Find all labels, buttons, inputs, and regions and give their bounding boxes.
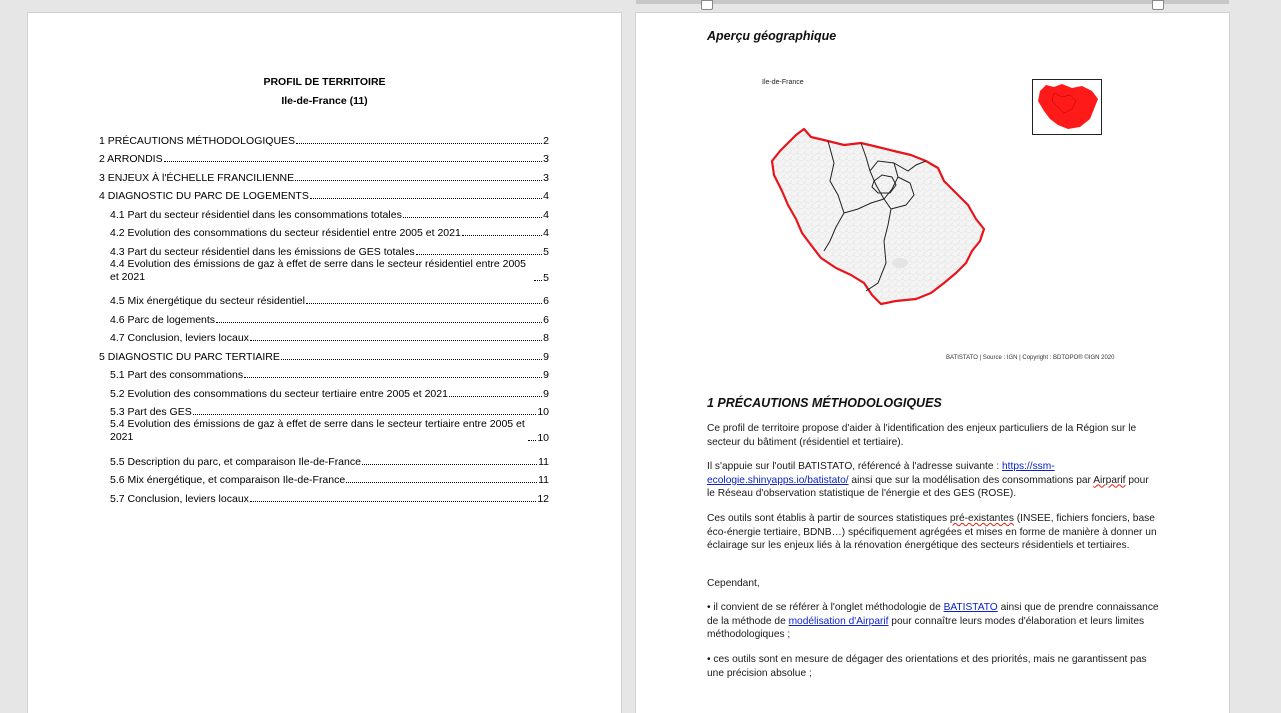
toc-entry-text: 2 ARRONDIS <box>99 153 163 165</box>
toc-entry[interactable] <box>99 239 549 258</box>
toc-entry[interactable] <box>99 307 549 326</box>
toc-page-number: 2 <box>543 134 549 147</box>
toc-leader-dots <box>250 340 542 341</box>
horizontal-ruler <box>636 0 1229 4</box>
paragraph-batistato <box>707 460 1159 501</box>
toc-page-number: 3 <box>543 153 549 165</box>
toc-entry[interactable] <box>99 147 549 166</box>
toc-entry[interactable] <box>99 289 549 308</box>
toc-entry[interactable] <box>99 400 549 419</box>
batistato-url-link[interactable]: https://ssm-ecologie.shinyapps.io/batistato/ <box>707 461 1055 486</box>
toc-entry-text: 5.4 Evolution des émissions de gaz à effet de serre dans le secteur tertiaire entre 2005 et <box>110 418 525 430</box>
paragraph-cependant: Cependant, <box>707 578 760 589</box>
toc-leader-dots <box>528 440 536 441</box>
toc-page-number: 6 <box>543 295 549 307</box>
toc-entry-text: 5 DIAGNOSTIC DU PARC TERTIAIRE <box>99 350 280 363</box>
toc-entry-text: 4 DIAGNOSTIC DU PARC DE LOGEMENTS <box>99 190 309 202</box>
toc-leader-dots <box>295 180 542 181</box>
page-title: PROFIL DE TERRITOIRE <box>263 76 386 88</box>
paragraph-sources <box>707 512 1159 553</box>
toc-leader-dots <box>362 464 537 465</box>
toc-leader-dots <box>416 254 542 255</box>
toc-entry-text: 5.7 Conclusion, leviers locaux <box>110 492 249 505</box>
toc-entry-text: 5.5 Description du parc, et comparaison Ile-de-France <box>110 455 361 468</box>
paragraph-sources-text-a: Ces outils sont établis à partir de sources statistiques <box>707 513 950 524</box>
section-title-apercu: Aperçu géographique <box>707 29 837 43</box>
batistato-link[interactable]: BATISTATO <box>943 602 998 613</box>
toc-page-number: 10 <box>537 432 549 444</box>
modelisation-airparif-link[interactable]: modélisation d'Airparif <box>788 615 889 627</box>
ruler-left-indent-marker[interactable] <box>701 0 713 10</box>
toc-leader-dots <box>346 482 537 483</box>
toc-page-number: 9 <box>543 350 549 363</box>
toc-entry-text: 4.2 Evolution des consommations du secteur résidentiel entre 2005 et 2021 <box>110 227 461 239</box>
toc-leader-dots <box>250 501 536 502</box>
toc-page-number: 8 <box>543 332 549 344</box>
toc-entry[interactable] <box>99 449 549 468</box>
paragraph-sources-text-b: (INSEE, fichiers fonciers, base éco-énergie tertiaire, BDNB…) spécifiquement agrégées et mises en forme de manière à donner un éclairage sur les enjeux liés à la rénovation énergétique des secteurs résidentiels et tertiaires. <box>707 513 1157 551</box>
toc-entry[interactable] <box>99 128 549 147</box>
toc-entry-text: 4.6 Parc de logements <box>110 313 216 326</box>
map-source-caption: BATISTATO | Source : IGN | Copyright : BDTOPO® ©IGN 2020 <box>946 355 1115 361</box>
paragraph-batistato-text-c: pour le Réseau d'observation statistique de l'énergie et des GES (ROSE). <box>707 474 1149 499</box>
map-label: Ile-de-France <box>762 79 804 86</box>
toc-entry-text: 4.3 Part du secteur résidentiel dans les émissions de GES totales <box>110 245 415 258</box>
toc-page-number: 9 <box>543 387 549 400</box>
toc-entry[interactable] <box>99 258 549 289</box>
toc-entry-text-continued: 2021 <box>110 431 134 443</box>
toc-leader-dots <box>193 414 537 415</box>
bullet-methodologie <box>707 601 1159 642</box>
table-of-contents <box>99 128 549 505</box>
toc-leader-dots <box>216 322 542 323</box>
toc-page-number: 5 <box>543 245 549 258</box>
toc-entry-text: 4.4 Evolution des émissions de gaz à effet de serre dans le secteur résidentiel entre 2005 <box>110 257 526 270</box>
toc-entry-text-continued: et 2021 <box>110 270 146 283</box>
toc-leader-dots <box>462 235 542 236</box>
france-inset-map <box>1032 79 1102 135</box>
toc-page-number: 6 <box>543 313 549 326</box>
region-outline <box>772 129 984 304</box>
toc-entry[interactable] <box>99 381 549 400</box>
toc-page-number: 10 <box>537 406 549 418</box>
toc-entry[interactable] <box>99 418 549 449</box>
toc-leader-dots <box>244 377 542 378</box>
toc-leader-dots <box>403 217 542 218</box>
toc-leader-dots <box>534 280 542 281</box>
toc-entry-text: 3 ENJEUX À l'ÉCHELLE FRANCILIENNE <box>99 171 295 184</box>
ruler-right-indent-marker[interactable] <box>1152 0 1164 10</box>
toc-page-number: 11 <box>538 455 549 468</box>
toc-page-number: 3 <box>543 171 549 184</box>
toc-page-number: 4 <box>543 190 549 202</box>
toc-page-number: 4 <box>543 227 549 239</box>
document-page-1 <box>28 13 621 713</box>
toc-entry-text: 5.3 Part des GES <box>110 406 192 418</box>
paragraph-batistato-text-b: ainsi que sur la modélisation des consommations par <box>848 474 1094 486</box>
toc-entry-text: 4.1 Part du secteur résidentiel dans les consommations totales <box>110 208 402 221</box>
toc-entry[interactable] <box>99 184 549 203</box>
toc-entry[interactable] <box>99 165 549 184</box>
toc-entry[interactable] <box>99 221 549 240</box>
toc-leader-dots <box>306 303 542 304</box>
toc-page-number: 12 <box>537 492 549 505</box>
toc-page-number: 4 <box>543 208 549 221</box>
ile-de-france-map <box>766 123 996 313</box>
paragraph-batistato-text-a: Il s'appuie sur l'outil BATISTATO, référencé à l'adresse suivante : <box>707 461 1002 472</box>
page-subtitle: Ile-de-France (11) <box>281 95 368 107</box>
heading-precautions: 1 PRÉCAUTIONS MÉTHODOLOGIQUES <box>707 396 942 410</box>
bullet1-text-c: pour connaître leurs modes d'élaboration et leurs limites méthodologiques ; <box>707 615 1145 640</box>
toc-leader-dots <box>449 396 542 397</box>
bullet1-text-b: ainsi que de prendre connaissance de la méthode de <box>707 602 1159 627</box>
bullet-orientations: • ces outils sont en mesure de dégager des orientations et des priorités, mais ne garantissent pas une précision absolue ; <box>707 654 1147 679</box>
toc-entry-text: 1 PRÉCAUTIONS MÉTHODOLOGIQUES <box>99 134 296 147</box>
toc-entry-text: 4.5 Mix énergétique du secteur résidentiel <box>110 295 305 307</box>
toc-entry[interactable] <box>99 468 549 487</box>
airparif-word: Airparif <box>1093 474 1126 486</box>
toc-entry[interactable] <box>99 202 549 221</box>
toc-page-number: 5 <box>543 271 549 284</box>
document-page-2 <box>636 13 1229 713</box>
toc-leader-dots <box>164 161 543 162</box>
toc-page-number: 11 <box>538 474 549 486</box>
toc-entry-text: 5.6 Mix énergétique, et comparaison Ile-de-France <box>110 474 346 486</box>
paragraph-intro: Ce profil de territoire propose d'aider à l'identification des enjeux particuliers de la Région sur le secteur du bâtiment (résidentiel et tertiaire). <box>707 423 1137 448</box>
toc-entry-text: 4.7 Conclusion, leviers locaux <box>110 332 249 344</box>
toc-leader-dots <box>296 143 542 144</box>
toc-leader-dots <box>310 198 542 199</box>
toc-entry[interactable] <box>99 326 549 345</box>
toc-entry-text: 5.2 Evolution des consommations du secteur tertiaire entre 2005 et 2021 <box>110 387 448 400</box>
toc-entry[interactable] <box>99 486 549 505</box>
toc-entry[interactable] <box>99 363 549 382</box>
toc-leader-dots <box>281 359 542 360</box>
toc-entry[interactable] <box>99 344 549 363</box>
pre-existantes-word: pré-existantes <box>949 513 1014 524</box>
toc-page-number: 9 <box>543 369 549 381</box>
bullet1-text-a: • il convient de se référer à l'onglet méthodologie de <box>707 602 944 613</box>
toc-entry-text: 5.1 Part des consommations <box>110 369 244 381</box>
